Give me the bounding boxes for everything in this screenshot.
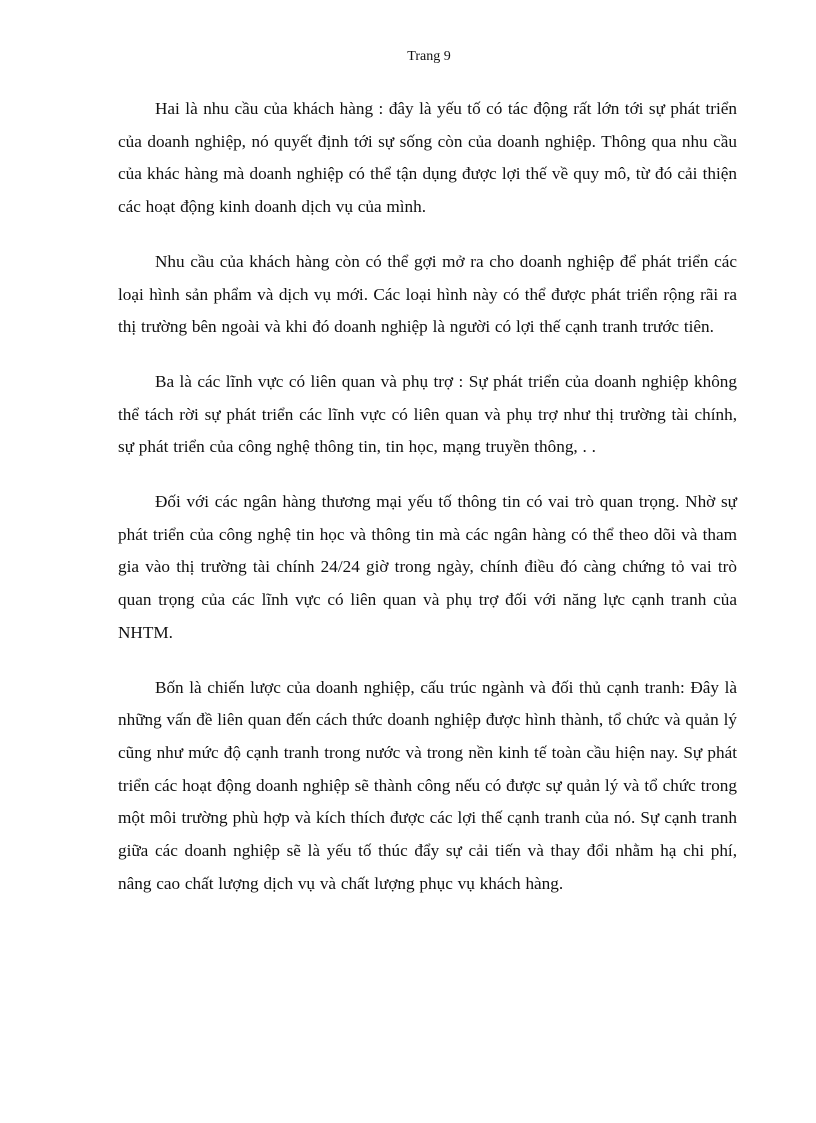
paragraph-new-products: Nhu cầu của khách hàng còn có thể gợi mở ra cho doanh nghiệp để phát triển các loại hình sản phẩm và dịch vụ mới. Các loại hình này có thể được phát triển rộng rãi ra thị trường bên ngoài và khi đó doanh nghiệp là người có lợi thế cạnh tranh trước tiên.: [118, 251, 737, 337]
document-body: [118, 93, 737, 922]
paragraph-strategy-competition: Bốn là chiến lược của doanh nghiệp, cấu trúc ngành và đối thủ cạnh tranh: Đây là những vấn đề liên quan đến cách thức doanh nghiệp được hình thành, tổ chức và quản lý cũng như mức độ cạnh tranh trong nước và trong nền kinh tế toàn cầu hiện nay. Sự phát triển các hoạt động doanh nghiệp sẽ thành công nếu có được sự quản lý và tổ chức trong một môi trường phù hợp và kích thích được các lợi thế cạnh tranh của nó. Sự cạnh tranh giữa các doanh nghiệp sẽ là yếu tố thúc đẩy sự cải tiến và thay đổi nhằm hạ chi phí, nâng cao chất lượng dịch vụ và chất lượng phục vụ khách hàng.: [118, 677, 737, 893]
paragraph-customer-demand: Hai là nhu cầu của khách hàng : đây là yếu tố có tác động rất lớn tới sự phát triển của doanh nghiệp, nó quyết định tới sự sống còn của doanh nghiệp. Thông qua nhu cầu của khác hàng mà doanh nghiệp có thể tận dụng được lợi thế về quy mô, từ đó cải thiện các hoạt động kinh doanh dịch vụ của mình.: [118, 99, 737, 217]
page-number: Trang 9: [407, 49, 451, 64]
paragraph-related-sectors: Ba là các lĩnh vực có liên quan và phụ trợ : Sự phát triển của doanh nghiệp không thể tách rời sự phát triển các lĩnh vực có liên quan và phụ trợ như thị trường tài chính, sự phát triển của công nghệ thông tin, tin học, mạng truyền thông, . .: [118, 371, 737, 457]
paragraph-commercial-banks: Đối với các ngân hàng thương mại yếu tố thông tin có vai trò quan trọng. Nhờ sự phát triển của công nghệ tin học và thông tin mà các ngân hàng có thể theo dõi và tham gia vào thị trường tài chính 24/24 giờ trong ngày, chính điều đó càng chứng tỏ vai trò quan trọng của các lĩnh vực có liên quan và phụ trợ đối với năng lực cạnh tranh của NHTM.: [118, 492, 737, 642]
